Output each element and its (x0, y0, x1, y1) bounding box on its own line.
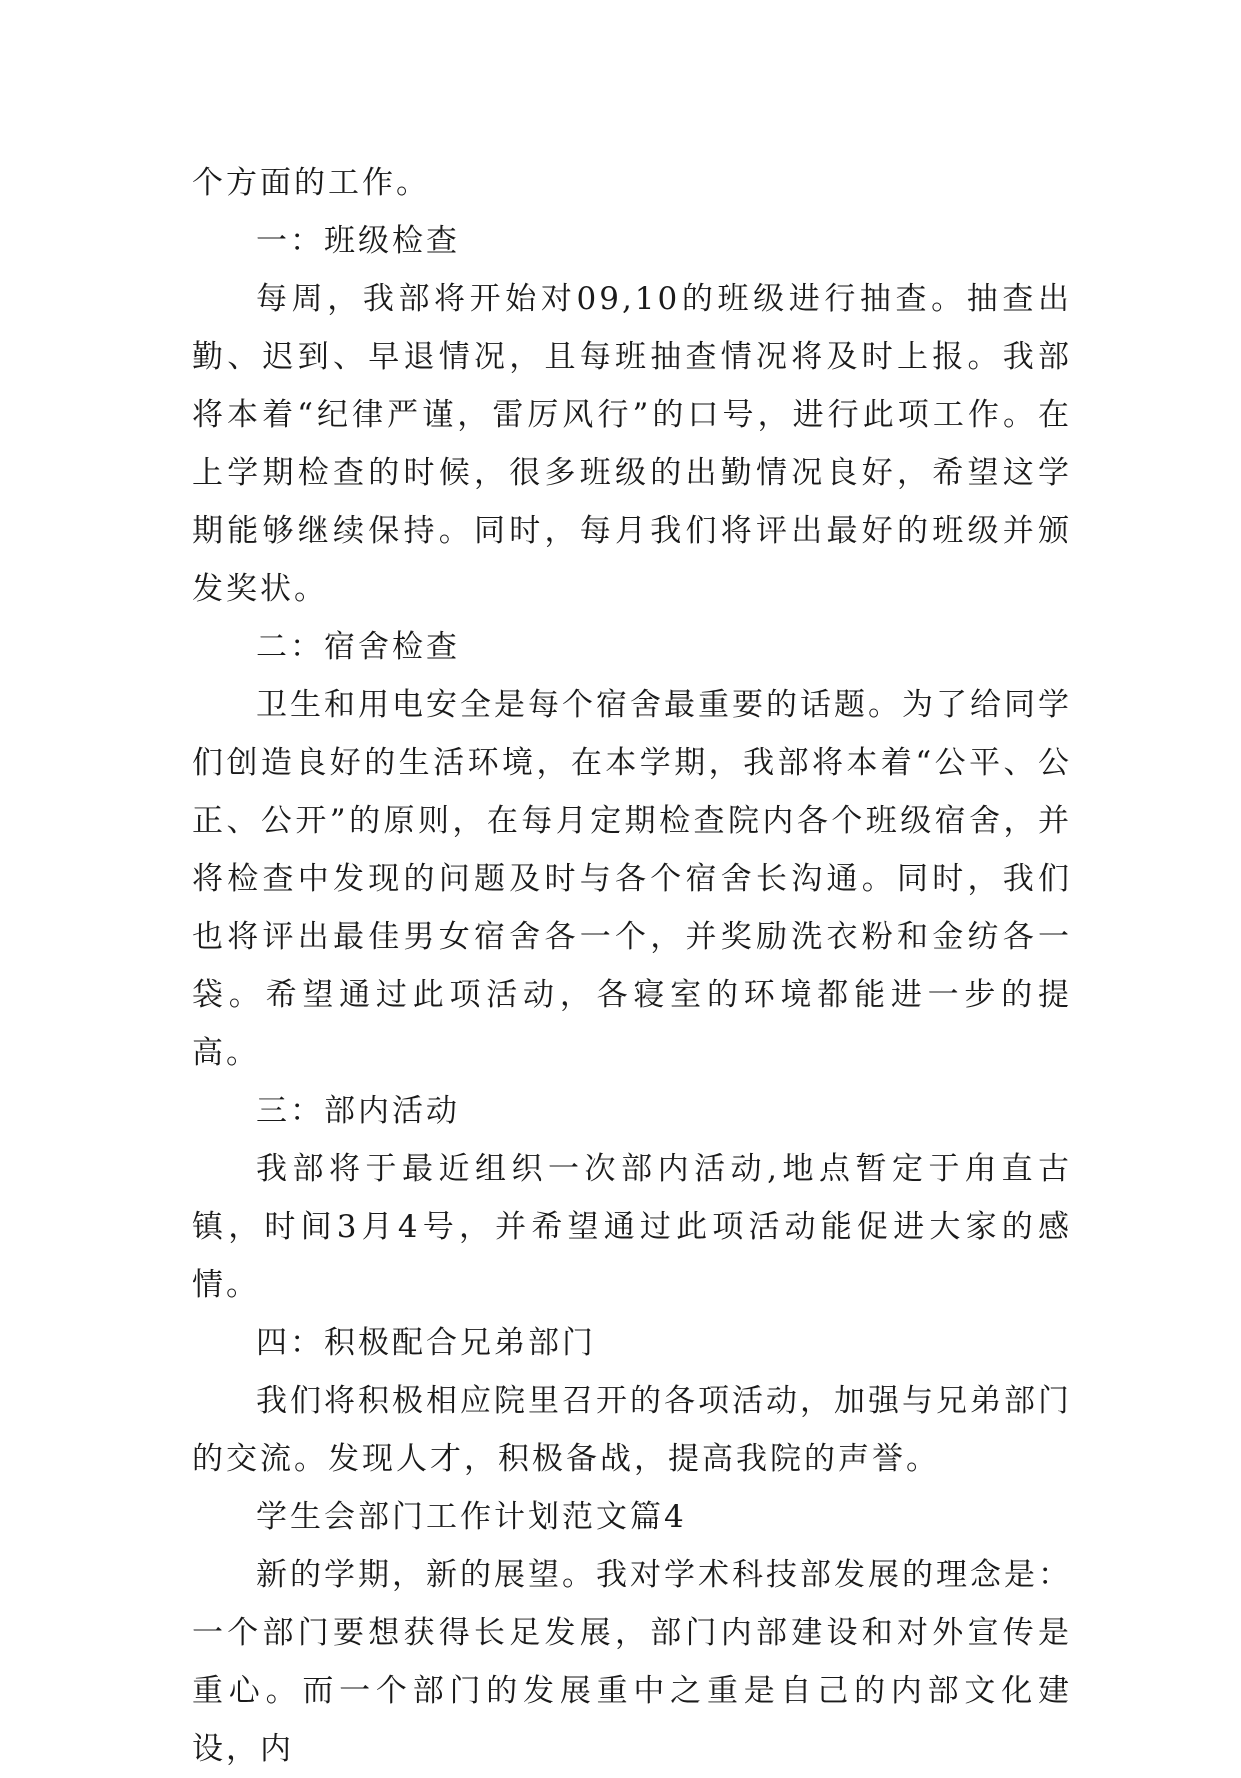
section-heading-internal-activity: 三：部内活动 (256, 1093, 460, 1129)
section-heading-dorm-check: 二：宿舍检查 (256, 629, 460, 665)
article-heading: 学生会部门工作计划范文篇4 (256, 1499, 687, 1535)
paragraph-dorm-check: 卫生和用电安全是每个宿舍最重要的话题。为了给同学们创造良好的生活环境，在本学期，我部将本着“公平、公正、公开”的原则，在每月定期检查院内各个班级宿舍，并将检查中发现的问题及时与各个宿舍长沟通。同时，我们也将评出最佳男女宿舍各一个，并奖励洗衣粉和金纺各一袋。希望通过此项活动，各寝室的环境都能进一步的提高。 (192, 687, 1072, 1071)
paragraph-new-semester: 新的学期，新的展望。我对学术科技部发展的理念是：一个部门要想获得长足发展，部门内部建设和对外宣传是重心。而一个部门的发展重中之重是自己的内部文化建设，内 (192, 1557, 1072, 1767)
section-heading-cooperation: 四：积极配合兄弟部门 (256, 1325, 596, 1361)
section-heading-class-check: 一：班级检查 (256, 223, 460, 259)
paragraph-continuation: 个方面的工作。 (192, 165, 430, 201)
paragraph-cooperation: 我们将积极相应院里召开的各项活动，加强与兄弟部门的交流。发现人才，积极备战，提高我院的声誉。 (192, 1383, 1072, 1477)
document-body (192, 154, 1072, 1778)
paragraph-internal-activity: 我部将于最近组织一次部内活动,地点暂定于甪直古镇，时间3月4号，并希望通过此项活动能促进大家的感情。 (192, 1151, 1072, 1303)
paragraph-class-check: 每周，我部将开始对09,10的班级进行抽查。抽查出勤、迟到、早退情况，且每班抽查情况将及时上报。我部将本着“纪律严谨，雷厉风行”的口号，进行此项工作。在上学期检查的时候，很多班级的出勤情况良好，希望这学期能够继续保持。同时，每月我们将评出最好的班级并颁发奖状。 (192, 281, 1072, 607)
